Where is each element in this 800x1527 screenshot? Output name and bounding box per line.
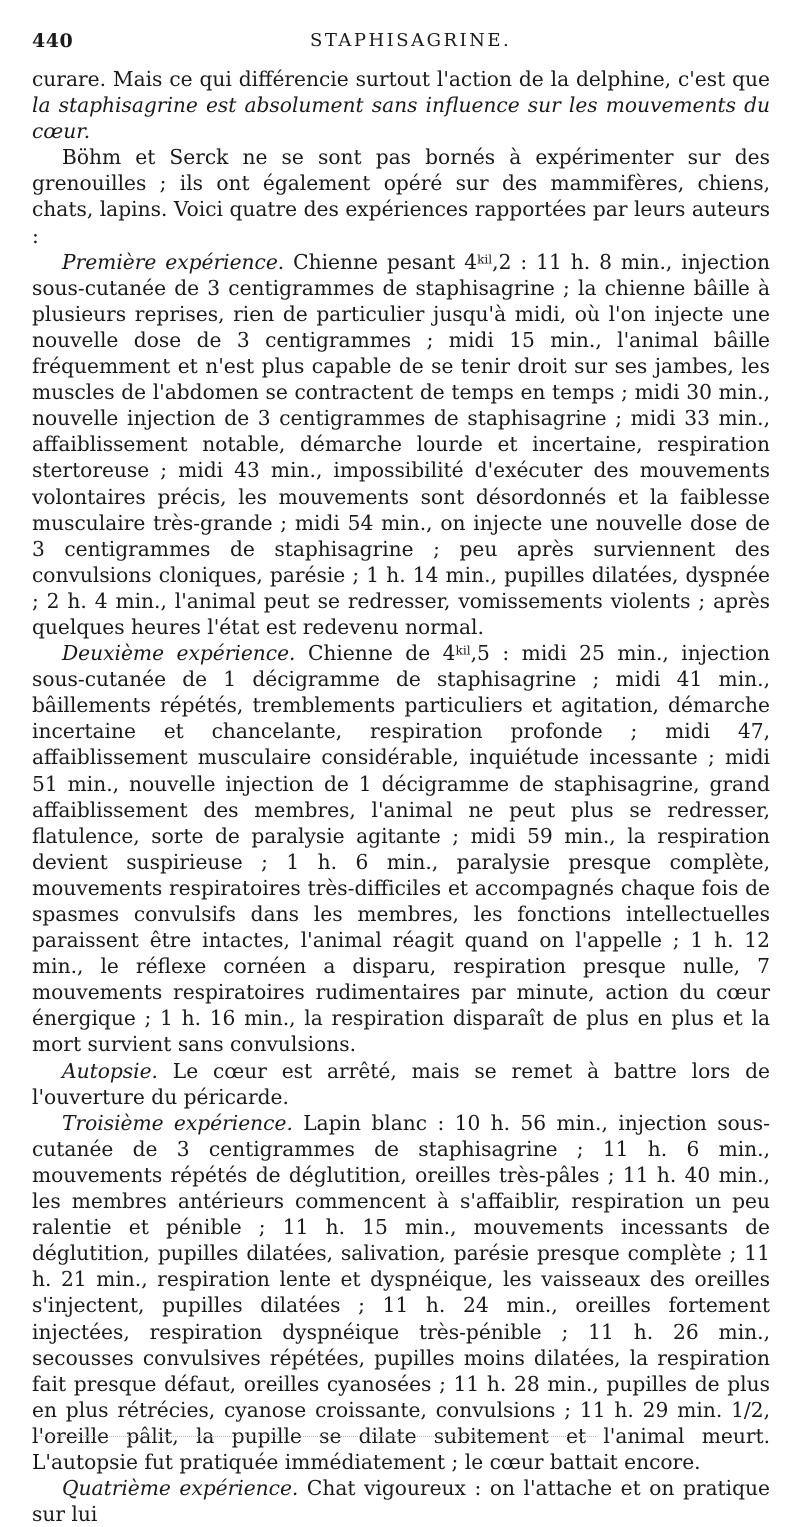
paragraph-text: ,2 : 11 h. 8 min., injection sous-cutanée de 3 centigrammes de staphisagrine ; la chienne bâille à plusieurs reprises, rien de particulier jusqu'à midi, où l'on injecte une nouvelle dose de 3 centigrammes ; midi 15 min., l'animal bâille fréquemment et n'est plus capable de se tenir droit sur ses jambes, les muscles de l'abdomen se contractent de temps en temps ; midi 30 min., nouvelle injection de 3 centigrammes de staphisagrine ; midi 33 min., affaiblissement notable, démarche lourde et incertaine, respiration stertoreuse ; midi 43 min., impossibilité d'exécuter des mouvements volontaires précis, les mouvements sont désordonnés et la faiblesse musculaire très-grande ; midi 54 min., on injecte une nouvelle dose de 3 centigrammes de staphisagrine ; peu après surviennent des convulsions cloniques, parésie ; 1 h. 14 min., pupilles dilatées, dyspnée ; 2 h. 4 min., l'animal peut se redresser, vomissements violents ; après quelques heures l'état est redevenu normal. bbox=[32, 249, 770, 639]
paragraph-bohm-serck: Böhm et Serck ne se sont pas bornés à expérimenter sur des grenouilles ; ils ont également opéré sur des mammifères, chiens, chats, lapins. Voici quatre des expériences rapportées par leurs auteurs : bbox=[32, 145, 770, 248]
paragraph-intro-continuation bbox=[32, 66, 770, 144]
page-number: 440 bbox=[32, 30, 74, 52]
paragraph-text: Lapin blanc : 10 h. 56 min., injection sous-cutanée de 3 centigrammes de staphisagrine ; 11 h. 6 min., mouvements répétés de déglutition, oreilles très-pâles ; 11 h. 40 min., les membres antérieurs commencent à s'affaiblir, respiration un peu ralentie et pénible ; 11 h. 15 min., mouvements incessants de déglutition, pupilles dilatées, salivation, parésie presque complète ; 11 h. 21 min., respiration lente et dyspnéique, les vaisseaux des oreilles s'injectent, pupilles dilatées ; 11 h. 24 min., oreilles fortement injectées, respiration dyspnéique très-pénible ; 11 h. 26 min., secousses convulsives répétées, pupilles moins dilatées, la respiration fait presque défaut, oreilles cyanosées ; 11 h. 28 min., pupilles de plus en plus rétrécies, cyanose croissante, convulsions ; 11 h. 29 min. 1/2, l'oreille pâlit, la pupille se dilate subitement et l'animal meurt. L'autopsie fut pratiquée immédiatement ; le cœur battait encore. bbox=[32, 1110, 770, 1474]
experiment-2-title: Deuxième expérience. bbox=[62, 641, 296, 666]
paragraph-text: ,5 : midi 25 min., injection sous-cutanée de 1 décigramme de staphisagrine ; midi 41 min., bâillements répétés, tremblements particuliers et agitation, démarche incertaine et chancelante, respiration profonde ; midi 47, affaiblissement musculaire considérable, inquiétude incessante ; midi 51 min., nouvelle injection de 1 décigramme de staphisagrine, grand affaiblissement des membres, l'animal ne peut plus se redresser, flatulence, sorte de paralysie agitante ; midi 59 min., la respiration devient suspirieuse ; 1 h. 6 min., paralysie presque complète, mouvements respiratoires très-difficiles et accompagnés chaque fois de spasmes convulsifs dans les membres, les fonctions intellectuelles paraissent être intactes, l'animal réagit quand on l'appelle ; 1 h. 12 min., le réflexe cornéen a disparu, respiration presque nulle, 7 mouvements respiratoires rudimentaires par minute, action du cœur énergique ; 1 h. 16 min., la respiration disparaît de plus en plus et la mort survient sans convulsions. bbox=[32, 641, 770, 1057]
experiment-3-title: Troisième expérience. bbox=[62, 1110, 293, 1135]
paragraph-experiment-3 bbox=[32, 1110, 770, 1475]
paragraph-text: Chienne de 4 bbox=[295, 641, 456, 666]
unit-superscript: kil bbox=[455, 643, 471, 658]
paragraph-text: curare. Mais ce qui différencie surtout l'action de la delphine, c'est que bbox=[32, 67, 770, 91]
paragraph-experiment-1 bbox=[32, 249, 770, 640]
paragraph-text: Chat vigoureux : on l'attache et on pratique sur lui bbox=[32, 1476, 771, 1527]
autopsy-title: Autopsie. bbox=[62, 1058, 158, 1083]
running-title: STAPHISAGRINE. bbox=[310, 30, 512, 51]
paragraph-text: Chienne pesant 4 bbox=[284, 249, 478, 274]
paragraph-autopsy bbox=[32, 1058, 770, 1110]
paragraph-experiment-2 bbox=[32, 640, 770, 1058]
paragraph-text: Le cœur est arrêté, mais se remet à battre lors de l'ouverture du péricarde. bbox=[32, 1058, 770, 1109]
scan-artifact-line bbox=[36, 1436, 596, 1439]
unit-superscript: kil bbox=[477, 252, 493, 267]
page-body bbox=[32, 66, 770, 1527]
emphasized-text: la staphisagrine est absolument sans influence sur les mouvements du cœur. bbox=[32, 93, 770, 144]
paragraph-experiment-4 bbox=[32, 1475, 770, 1527]
experiment-4-title: Quatrième expérience. bbox=[62, 1476, 299, 1501]
page-header bbox=[32, 30, 768, 60]
experiment-1-title: Première expérience. bbox=[62, 249, 285, 274]
